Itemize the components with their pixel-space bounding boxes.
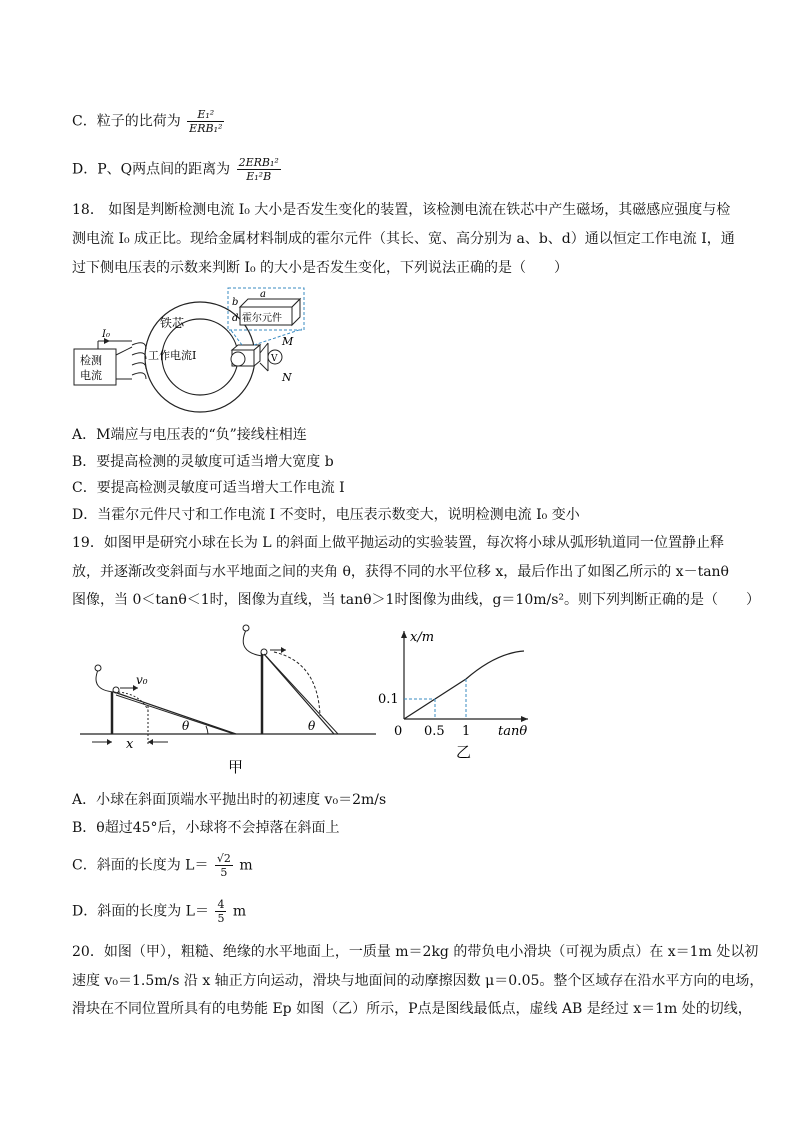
option-d-fraction — [215, 898, 226, 925]
q18-stem-line2: 测电流 I₀ 成正比。现给金属材料制成的霍尔元件（其长、宽、高分别为 a、b、d）通以恒定工作电流 I，通 — [72, 231, 735, 247]
option-d-fraction — [237, 156, 281, 183]
option-d-text: D．P、Q两点间的距离为 — [72, 161, 231, 178]
N-label: N — [282, 371, 292, 384]
q20-stem-line2: 速度 v₀＝1.5m/s 沿 x 轴正方向运动，滑块与地面间的动摩擦因数 μ＝0.05。整个区域存在沿水平方向的电场， — [72, 973, 764, 989]
fraction-denominator: E₁²B — [246, 170, 272, 183]
x-tick-1: 1 — [462, 724, 471, 739]
x-tick-0.5: 0.5 — [424, 724, 445, 739]
q19-option-c[interactable] — [72, 852, 253, 879]
v0-label: v₀ — [136, 673, 148, 687]
y-tick-0.1: 0.1 — [378, 692, 399, 707]
core-label: 铁芯 — [160, 316, 185, 330]
option-c-text: C．斜面的长度为 L＝ — [72, 857, 209, 874]
fraction-numerator: E₁² — [187, 108, 224, 122]
option-c-fraction — [215, 852, 233, 879]
a-label: a — [260, 289, 266, 300]
unit: m — [239, 857, 253, 874]
x-axis-label: tanθ — [498, 724, 528, 739]
y-axis-label: x/m — [410, 630, 435, 645]
figure-caption-jia: 甲 — [228, 758, 244, 776]
unit: m — [232, 903, 247, 920]
q20-stem-line1: 20．如图（甲），粗糙、绝缘的水平地面上，一质量 m＝2kg 的带负电小滑块（可视为质点）在 x＝1m 处以初 — [72, 944, 759, 960]
voltmeter-label: V — [271, 354, 278, 364]
I0-label: I₀ — [102, 329, 110, 340]
theta-label-2: θ — [308, 719, 316, 733]
incline-apparatus-figure — [78, 622, 378, 777]
option-c-text: C．粒子的比荷为 — [72, 113, 181, 130]
q20-stem-line3: 滑块在不同位置所具有的电势能 Ep 如图（乙）所示，P点是图线最低点，虚线 AB 是经过 x＝1m 处的切线， — [72, 1001, 752, 1017]
q19-stem-line3: 图像，当 0＜tanθ＜1时，图像为直线，当 tanθ＞1时图像为曲线，g＝10m/s²。则下列判断正确的是（ ） — [72, 592, 761, 608]
fraction-denominator: 5 — [220, 866, 228, 879]
detect-label-2: 电流 — [80, 369, 102, 382]
theta-label-1: θ — [182, 719, 190, 733]
hall-label: 霍尔元件 — [242, 313, 282, 324]
q18-option-b[interactable]: B．要提高检测的灵敏度可适当增大宽度 b — [72, 454, 334, 470]
M-label: M — [282, 335, 294, 348]
fraction-numerator: 4 — [217, 898, 225, 911]
q19-option-a[interactable]: A．小球在斜面顶端水平抛出时的初速度 v₀＝2m/s — [72, 792, 387, 808]
q19-stem-line2: 放，并逐渐改变斜面与水平地面之间的夹角 θ，获得不同的水平位移 x，最后作出了如图乙所示的 x－tanθ — [72, 564, 729, 580]
prev-option-c — [72, 108, 226, 135]
fraction-denominator: 5 — [217, 912, 225, 925]
q18-option-a[interactable]: A．M端应与电压表的“负”接线柱相连 — [72, 427, 307, 443]
d-label: d — [232, 313, 239, 324]
work-current-label: 工作电流I — [148, 349, 197, 362]
hall-sensor-diagram — [70, 285, 320, 415]
detect-label-1: 检测 — [80, 354, 102, 367]
q18-option-d[interactable]: D．当霍尔元件尺寸和工作电流 I 不变时，电压表示数变大，说明检测电流 I₀ 变小 — [72, 507, 580, 523]
fraction-numerator: √2 — [216, 852, 231, 865]
prev-option-d — [72, 156, 283, 183]
x-tan-theta-graph — [376, 625, 536, 765]
q18-option-c[interactable]: C．要提高检测灵敏度可适当增大工作电流 I — [72, 480, 345, 496]
x-tick-0: 0 — [394, 724, 403, 739]
b-label: b — [232, 297, 239, 308]
option-c-fraction — [187, 108, 224, 135]
fraction-denominator: ERB₁² — [189, 122, 223, 135]
x-label: x — [126, 737, 134, 752]
figure-caption-yi: 乙 — [456, 743, 472, 761]
q19-option-d[interactable] — [72, 898, 246, 925]
option-d-text: D．斜面的长度为 L＝ — [72, 903, 209, 920]
fraction-numerator: 2ERB₁² — [238, 156, 279, 169]
q19-stem-line1: 19．如图甲是研究小球在长为 L 的斜面上做平抛运动的实验装置，每次将小球从弧形轨道同一位置静止释 — [72, 535, 725, 551]
q19-option-b[interactable]: B．θ超过45°后，小球将不会掉落在斜面上 — [72, 820, 340, 836]
q18-stem-line1: 18． 如图是判断检测电流 I₀ 大小是否发生变化的装置，该检测电流在铁芯中产生磁场，其磁感应强度与检 — [72, 202, 731, 218]
q18-stem-line3: 过下侧电压表的示数来判断 I₀ 的大小是否发生变化，下列说法正确的是（ ） — [72, 260, 569, 276]
